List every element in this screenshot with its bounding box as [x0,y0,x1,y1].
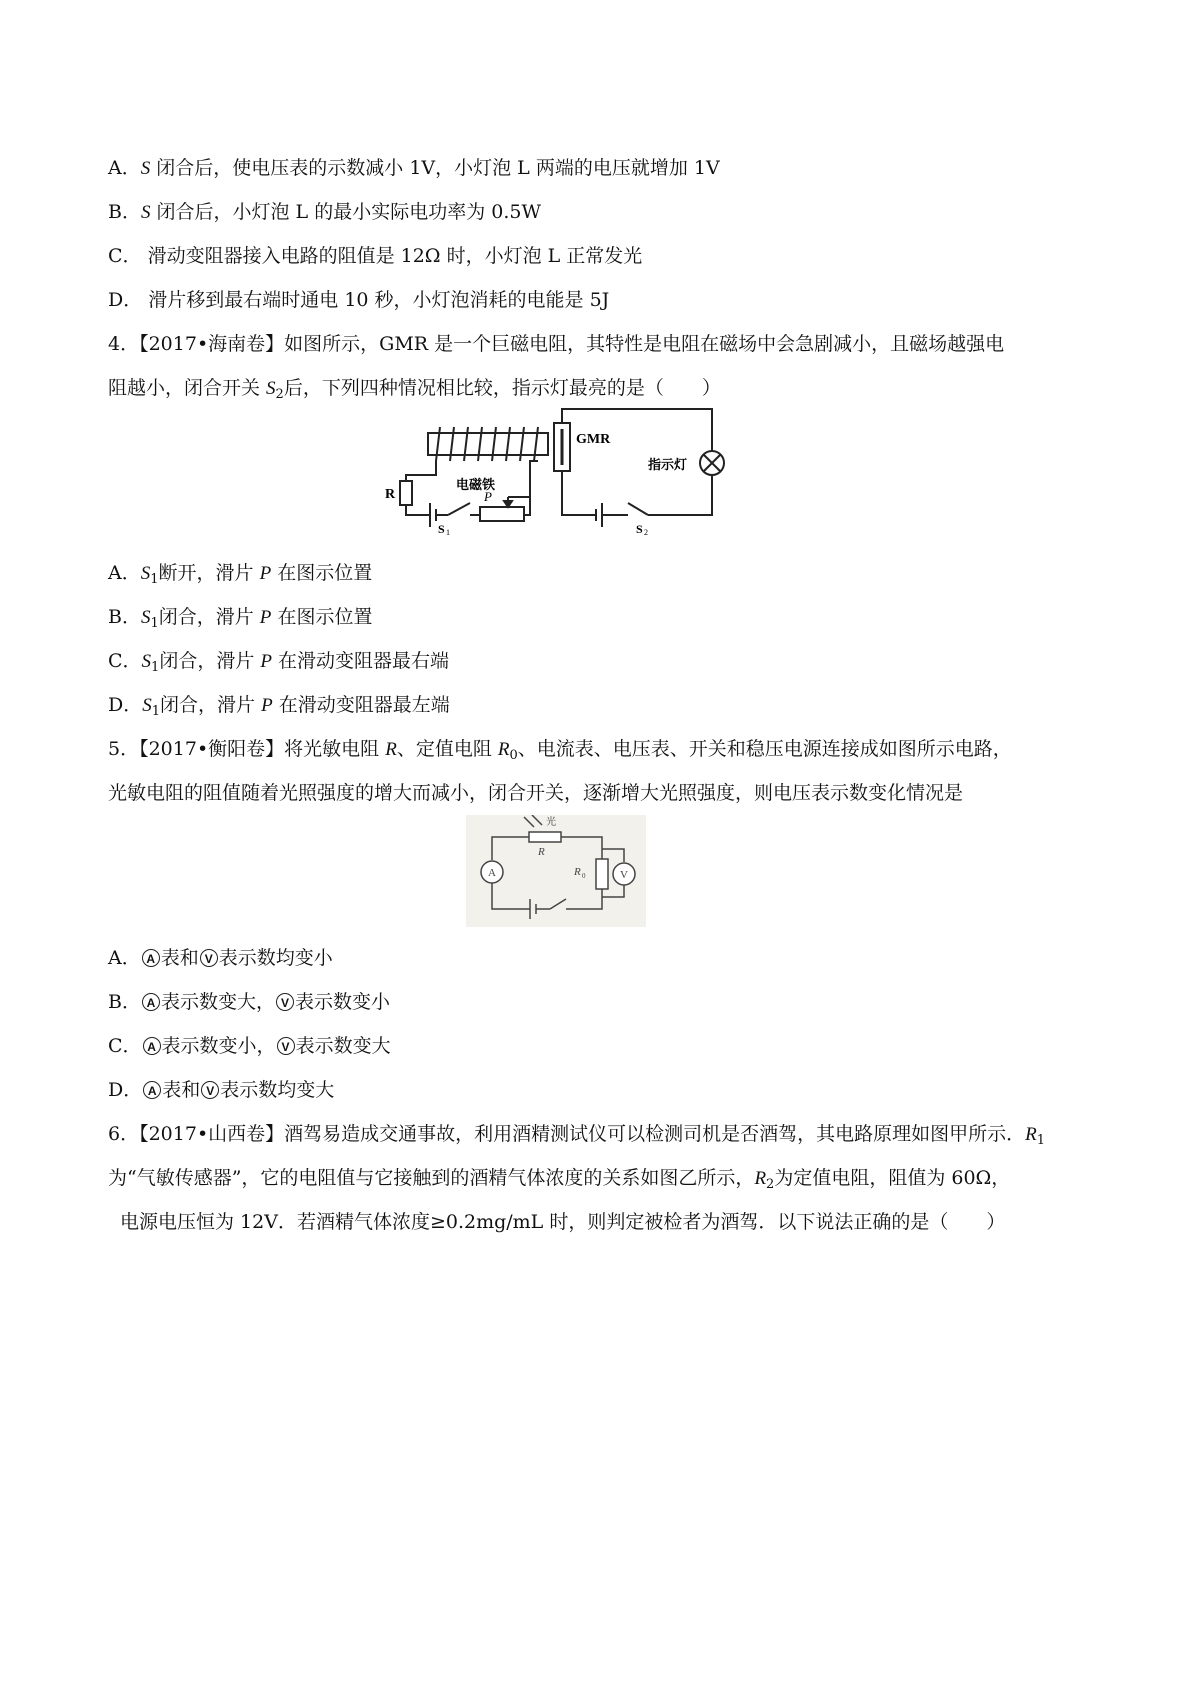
q5-option-a: A． A 表和 V 表示数均变小 [108,947,333,969]
svg-text:V: V [620,869,628,881]
q6-stem-line2: 为“气敏传感器”，它的电阻值与它接触到的酒精气体浓度的关系如图乙所示，$R_2$为定值电阻，阻值为 60Ω， [108,1167,1011,1192]
svg-text:R: R [385,487,396,502]
q3-option-c: C． 滑动变阻器接入电路的阻值是 12Ω 时，小灯泡 L 正常发光 [108,245,643,267]
svg-text:电磁铁: 电磁铁 [456,477,496,492]
svg-text:0: 0 [582,872,586,880]
ammeter-icon: A [142,993,160,1011]
resistor-r [400,481,412,505]
ammeter-icon: A [143,1081,161,1099]
q3-option-b: B．S 闭合后，小灯泡 L 的最小实际电功率为 0.5W [108,201,541,223]
voltmeter-icon: V [201,1081,219,1099]
q5-option-b: B． A 表示数变大， V 表示数变小 [108,991,390,1013]
q5-circuit-figure [466,815,646,927]
voltmeter-icon: V [277,1037,295,1055]
q6-stem-line1: 6．【2017•山西卷】酒驾易造成交通事故，利用酒精测试仪可以检测司机是否酒驾，其电路原理如图甲所示．$R_1$ [108,1123,1046,1148]
svg-text:A: A [488,867,496,879]
svg-text:光: 光 [546,817,556,828]
svg-text:2: 2 [644,528,648,535]
svg-text:S: S [438,522,445,535]
q4-option-b: B．$S_1$闭合，滑片 P 在图示位置 [108,606,373,631]
svg-text:1: 1 [446,528,450,535]
q4-stem-line2: 阻越小，闭合开关 $S_2$后，下列四种情况相比较，指示灯最亮的是（ ） [108,377,721,402]
svg-text:P: P [484,489,492,504]
switch-s2 [628,503,648,515]
q4-option-a: A．$S_1$断开，滑片 P 在图示位置 [108,562,373,587]
rheostat [480,507,524,521]
q4-stem-line1: 4．【2017•海南卷】如图所示，GMR 是一个巨磁电阻，其特性是电阻在磁场中会急剧减小，且磁场越强电 [108,333,1005,355]
voltmeter-icon: V [276,993,294,1011]
voltmeter-icon: V [200,949,218,967]
q5-option-c: C． A 表示数变小， V 表示数变大 [108,1035,391,1057]
q5-stem-line2: 光敏电阻的阻值随着光照强度的增大而减小，闭合开关，逐渐增大光照强度，则电压表示数变化情况是 [108,782,964,804]
q5-stem-line1: 5．【2017•衡阳卷】将光敏电阻 R、定值电阻 $R_0$、电流表、电压表、开关和稳压电源连接成如图所示电路， [108,738,1012,763]
switch-s1 [448,503,470,515]
photoresistor [529,832,561,842]
resistor-r0 [596,859,608,889]
q3-option-d: D． 滑片移到最右端时通电 10 秒，小灯泡消耗的电能是 5J [108,289,610,311]
svg-text:R: R [538,846,545,858]
q6-stem-line3: 电源电压恒为 12V．若酒精气体浓度≥0.2mg/mL 时，则判定被检者为酒驾．以下说法正确的是（ ） [120,1211,1006,1233]
svg-text:R: R [574,866,581,878]
ammeter-icon: A [143,1037,161,1055]
q4-circuit-figure [380,405,730,535]
svg-text:指示灯: 指示灯 [648,457,688,472]
q5-option-d: D． A 表和 V 表示数均变大 [108,1079,335,1101]
q3-option-a: A．S 闭合后，使电压表的示数减小 1V，小灯泡 L 两端的电压就增加 1V [108,157,720,179]
svg-text:GMR: GMR [576,432,611,447]
svg-text:S: S [636,522,643,535]
q4-option-c: C．$S_1$闭合，滑片 P 在滑动变阻器最右端 [108,650,450,675]
q4-option-d: D．$S_1$闭合，滑片 P 在滑动变阻器最左端 [108,694,450,719]
ammeter-icon: A [142,949,160,967]
